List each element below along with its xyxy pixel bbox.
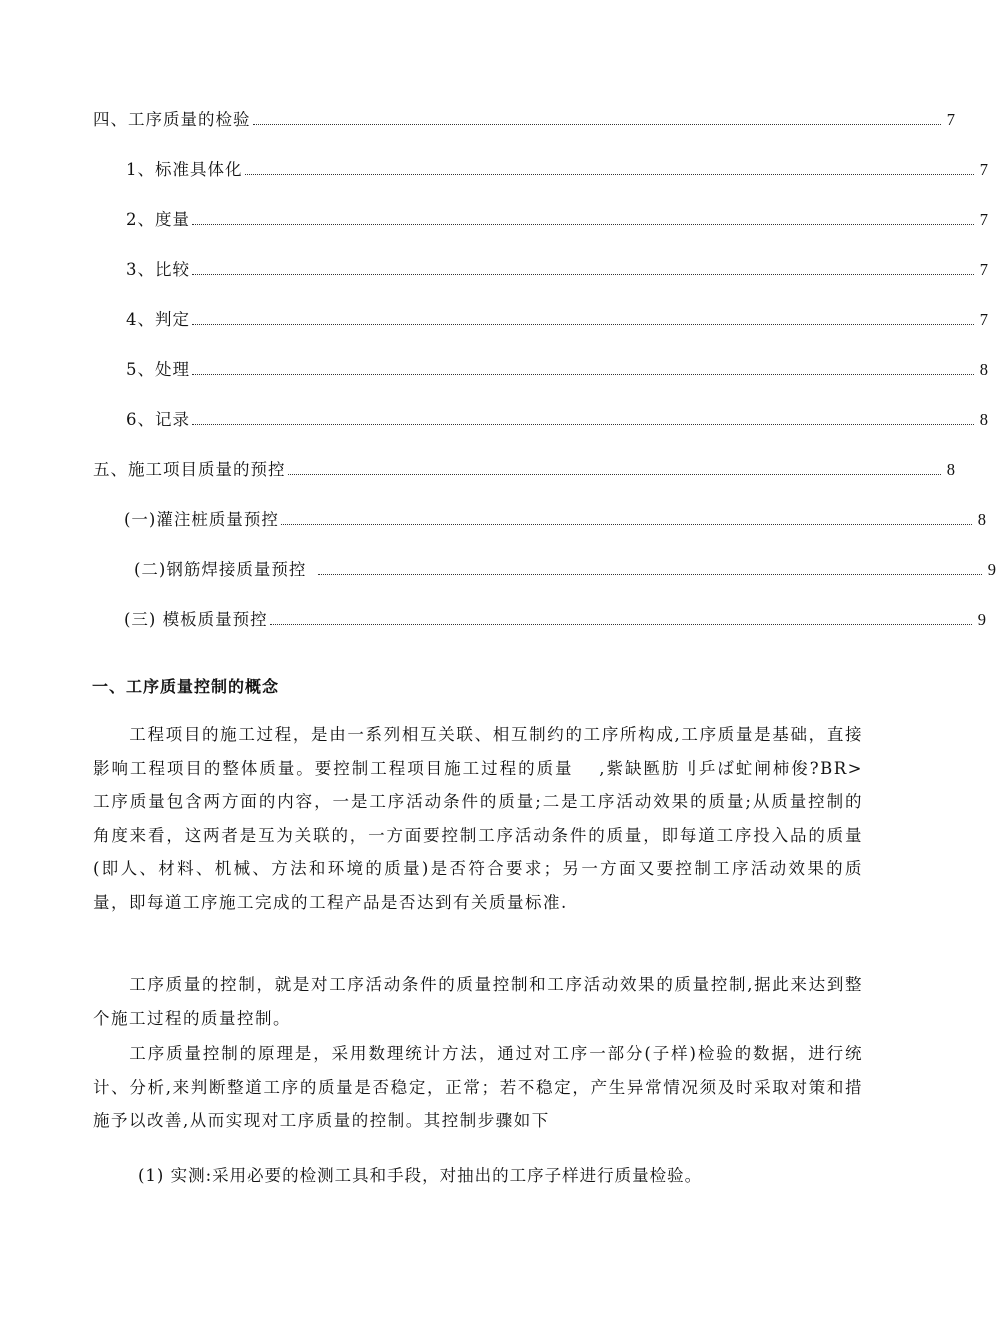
toc-entry[interactable]	[0, 606, 986, 630]
toc-leader-dots	[253, 123, 942, 125]
body-paragraph: 工序质量的控制，就是对工序活动条件的质量控制和工序活动效果的质量控制,据此来达到整个施工过程的质量控制。	[93, 975, 863, 1028]
body-paragraph: 工序质量控制的原理是，采用数理统计方法，通过对工序一部分(子样)检验的数据，进行统计、分析,来判断整道工序的质量是否稳定，正常；若不稳定，产生异常情况须及时采取对策和措施予以改善,从而实现对工序质量的控制。其控制步骤如下	[93, 1044, 863, 1130]
toc-entry[interactable]	[0, 556, 996, 580]
toc-leader-dots	[288, 473, 942, 475]
toc-entry-label: 1、标准具体化	[126, 160, 243, 179]
toc-entry-label: 3、比较	[126, 260, 190, 279]
toc-leader-dots	[270, 623, 972, 625]
toc-leader-dots	[281, 523, 972, 525]
toc-entry-page: 7	[979, 160, 988, 179]
toc-entry-label: 5、处理	[126, 360, 190, 379]
toc-entry-page: 7	[979, 310, 988, 329]
toc-entry[interactable]	[0, 506, 986, 530]
toc-leader-dots	[192, 273, 974, 275]
toc-leader-dots	[192, 423, 974, 425]
toc-entry-label: 2、度量	[126, 210, 190, 229]
toc-entry[interactable]	[0, 306, 988, 330]
toc-entry[interactable]	[0, 456, 955, 480]
toc-entry[interactable]	[0, 156, 988, 180]
toc-entry-page: 7	[979, 210, 988, 229]
toc-entry-label: (三) 模板质量预控	[124, 610, 268, 629]
toc-leader-dots	[192, 223, 974, 225]
toc-entry-page: 8	[977, 510, 986, 529]
step-item: (1) 实测:采用必要的检测工具和手段，对抽出的工序子样进行质量检验。	[138, 1166, 703, 1185]
toc-entry-page: 7	[946, 110, 955, 129]
toc-leader-dots	[245, 173, 975, 175]
toc-entry-label: (二)钢筋焊接质量预控	[134, 560, 307, 579]
toc-entry-page: 9	[987, 560, 996, 579]
toc-entry-label: (一)灌注桩质量预控	[124, 510, 279, 529]
toc-entry-page: 8	[946, 460, 955, 479]
toc-entry-label: 4、判定	[126, 310, 190, 329]
toc-leader-dots	[192, 373, 974, 375]
toc-entry-label: 四、工序质量的检验	[93, 110, 251, 129]
toc-entry[interactable]	[0, 356, 988, 380]
toc-entry-page: 8	[979, 360, 988, 379]
toc-entry-page: 7	[979, 260, 988, 279]
toc-entry-page: 9	[977, 610, 986, 629]
toc-entry-label: 6、记录	[126, 410, 190, 429]
toc-entry[interactable]	[0, 106, 955, 130]
toc-entry[interactable]	[0, 256, 988, 280]
toc-entry-page: 8	[979, 410, 988, 429]
toc-leader-dots	[318, 573, 982, 575]
toc-leader-dots	[192, 323, 974, 325]
toc-entry-label: 五、施工项目质量的预控	[93, 460, 286, 479]
toc-entry[interactable]	[0, 406, 988, 430]
body-paragraph: 工程项目的施工过程，是由一系列相互关联、相互制约的工序所构成,工序质量是基础，直接影响工程项目的整体质量。要控制工程项目施工过程的质量 ,紫缺匦肪刂乒ば虻闸柿俊?BR> 工序质量包含两方面的内容，一是工序活动条件的质量;二是工序活动效果的质量;从质量控制的角度来看，这两者是互为关联的，一方面要控制工序活动条件的质量，即每道工序投入品的质量 (即人、材料、机械、方法和环境的质量)是否符合要求；另一方面又要控制工序活动效果的质量，即每道工序施工完成的工程产品是否达到有关质量标准.	[93, 725, 881, 912]
section-heading: 一、工序质量控制的概念	[92, 677, 280, 696]
toc-entry[interactable]	[0, 206, 988, 230]
